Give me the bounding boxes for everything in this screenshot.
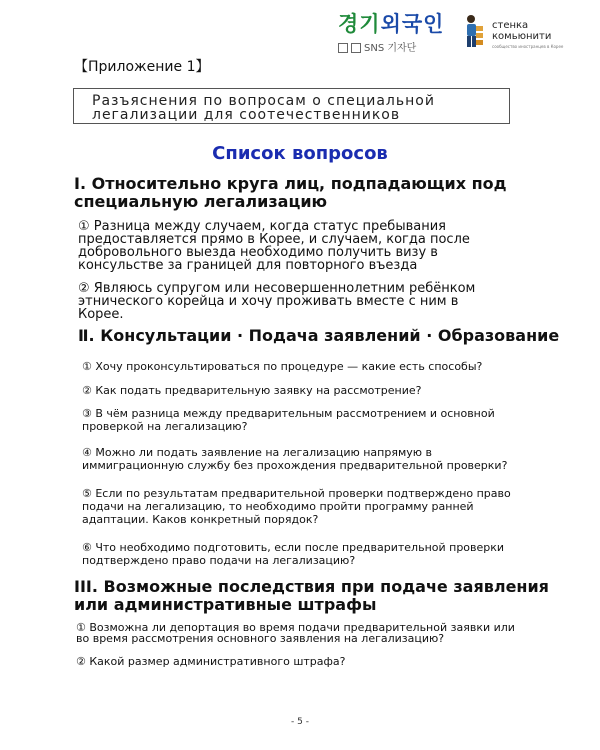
question-line: этнического корейца и хочу проживать вместе с ним в — [78, 294, 459, 309]
question-line: ① Разница между случаем, когда статус пребывания — [78, 219, 446, 234]
person-icon — [462, 14, 484, 50]
logo-wall-tagline: сообщество иностранцев в Корее — [492, 44, 564, 49]
logo-main-part2: 외국인 — [380, 12, 445, 36]
question-line: ③ В чём разница между предварительным рассмотрением и основной — [82, 407, 495, 420]
question-line: Корее. — [78, 307, 124, 322]
phone-icon — [351, 43, 361, 53]
camera-icon — [338, 43, 348, 53]
question-line: ② Являюсь супругом или несовершеннолетним ребёнком — [78, 281, 476, 296]
question-line: подачи на легализацию, то необходимо пройти программу ранней — [82, 500, 474, 513]
question-line: подтверждено право подачи на легализацию? — [82, 554, 356, 567]
document-title-box — [73, 88, 510, 124]
appendix-label: 【Приложение 1】 — [74, 59, 210, 75]
page-number: - 5 - — [291, 717, 309, 727]
question-line: ⑥ Что необходимо подготовить, если после предварительной проверки — [82, 541, 505, 554]
question-line: адаптации. Каков конкретный порядок? — [82, 513, 319, 526]
question-line: во время рассмотрения основного заявления на легализацию? — [76, 632, 445, 645]
section-heading: специальную легализацию — [74, 192, 328, 211]
question-line: предоставляется прямо в Корее, и случаем, когда после — [78, 232, 470, 247]
list-title: Список вопросов — [212, 143, 388, 164]
section-heading: Ⅱ. Консультации · Подача заявлений · Образование — [78, 326, 560, 345]
logo-main-part1: 경기 — [338, 12, 381, 36]
document-title-line: легализации для соотечественников — [92, 107, 401, 123]
question-line: ⑤ Если по результатам предварительной проверки подтверждено право — [82, 487, 511, 500]
question-line: ② Какой размер административного штрафа? — [76, 655, 346, 668]
question-line: ① Хочу проконсультироваться по процедуре — какие есть способы? — [82, 360, 483, 373]
question-line: иммиграционную службу без прохождения предварительной проверки? — [82, 459, 508, 472]
section-heading: Ⅰ. Относительно круга лиц, подпадающих под — [74, 174, 507, 193]
document-title-line: Разъяснения по вопросам о специальной — [92, 93, 435, 109]
stenka-community-logo — [462, 12, 587, 57]
gyeonggi-foreigners-logo — [338, 8, 458, 56]
question-line: ① Возможна ли депортация во время подачи предварительной заявки или — [76, 621, 515, 634]
question-line: консульстве за границей для повторного въезда — [78, 258, 418, 273]
section-heading: III. Возможные последствия при подаче заявления — [74, 577, 549, 596]
logo-wall-line2: комьюнити — [492, 31, 552, 42]
logo-sub-text: SNS 기자단 — [364, 43, 417, 54]
question-line: ④ Можно ли подать заявление на легализацию напрямую в — [82, 446, 433, 459]
question-line: проверкой на легализацию? — [82, 420, 248, 433]
section-heading: или административные штрафы — [74, 595, 377, 614]
question-line: добровольного выезда необходимо получить визу в — [78, 245, 438, 260]
question-line: ② Как подать предварительную заявку на рассмотрение? — [82, 384, 422, 397]
logo-wall-line1: стенка — [492, 20, 529, 31]
